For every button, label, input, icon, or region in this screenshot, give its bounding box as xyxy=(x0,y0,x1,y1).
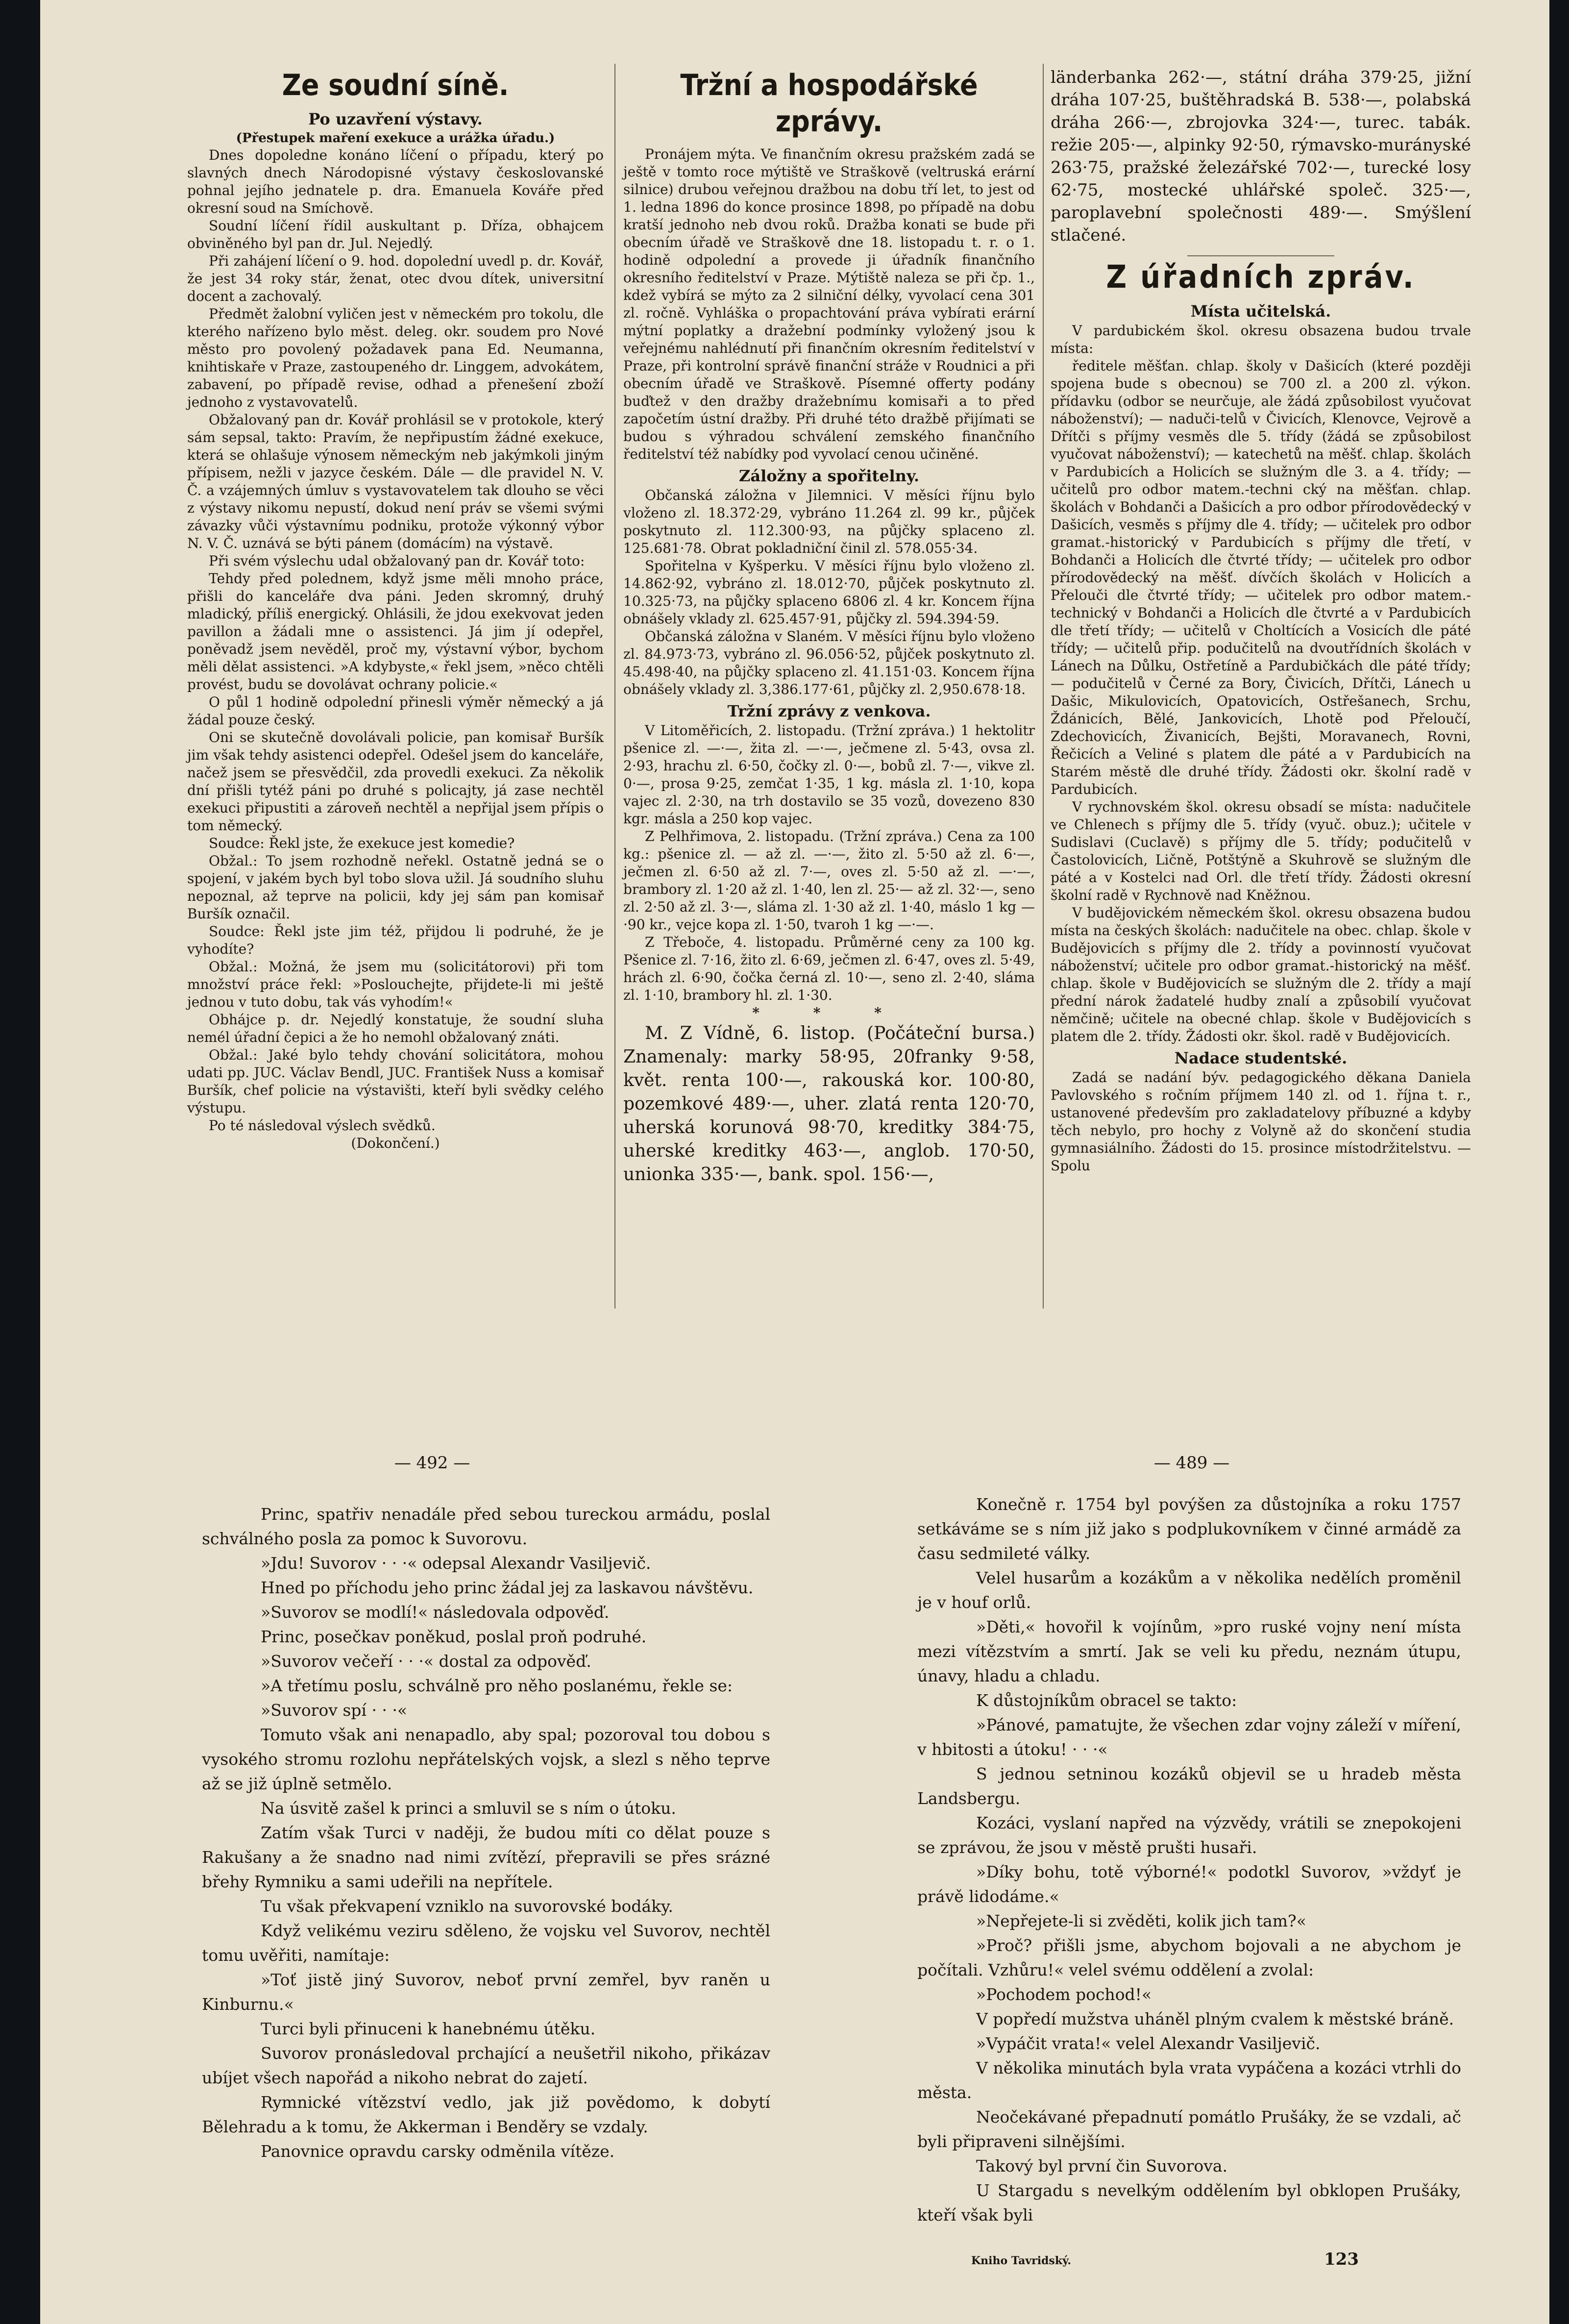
official-paragraph: V pardubickém škol. okresu obsazena budou trvale místa: xyxy=(1051,322,1471,356)
bourse-continuation: länderbanka 262·—, státní dráha 379·25, jižní dráha 107·25, buštěhradská B. 538·—, polabská dráha 266·—, zbrojovka 324·—, turec. tabák. režie 205·—, alpinky 92·50, rýmavsko-murányské 263·75, pražské železářské 702·—, turecké losy 62·75, mostecké uhlářské společ. 325·—, paroplavební společnosti 489·—. Smýšlení stlačené. xyxy=(1051,68,1471,245)
story-paragraph: »Díky bohu, totě výborné!« podotkl Suvorov, »vždyť je právě lidodáme.« xyxy=(917,1862,1461,1906)
savings-subheading: Záložny a spořitelny. xyxy=(738,467,919,485)
story-paragraph: Neočekávané přepadnutí pomátlo Prušáky, že se vzdali, ač byli připraveni silnějšími. xyxy=(917,2107,1461,2151)
story-paragraph: Princ, spatřiv nenadále před sebou tureckou armádu, poslal schválného posla za pomoc k Suvorovu. xyxy=(202,1505,770,1548)
scholarship-paragraph: Zadá se nadání býv. pedagogického děkana Daniela Pavlovského s ročním příjmem 140 zl. od 1. října t. r., ustanovené především pro zakladatelovy příbuzné a kdyby těch nebylo, pro hochy z Volyně až do skončení studia gymnasiálního. Žádosti do 15. prosince místodržitelstvu. — Spolu xyxy=(1051,1069,1471,1174)
teacher-posts-subheading: Místa učitelská. xyxy=(1190,302,1331,321)
court-paragraph: Po té následoval výslech svědků. xyxy=(209,1117,436,1134)
court-paragraph: Obžalovaný pan dr. Kovář prohlásil se v protokole, který sám sepsal, takto: Pravím, že nepřipustím žádné exekuce, která se ohlašuje výnosem německým neb jakýmkoli jiným přípisem, nežli v jazyce českém. Dále — dle pravidel N. V. Č. a vzájemných úmluv s vystavovatelem tak dlouho se věci z výstavy nikomu nepustí, dokud není práv se všemi svými závazky vůči výstavnímu podniku, protože výkonný výbor N. V. Č. uznává se býti pánem (domácím) na výstavě. xyxy=(187,412,604,551)
story-paragraph: Na úsvitě zašel k princi a smluvil se s ním o útoku. xyxy=(261,1799,676,1818)
story-paragraph: »Suvorov se modlí!« následovala odpověď. xyxy=(261,1603,610,1622)
country-market-paragraph: Z Pelhřimova, 2. listopadu. (Tržní zpráva.) Cena za 100 kg.: pšenice zl. — až zl. —·—, žito zl. 5·50 až zl. 6·—, ječmen zl. 6·50 až zl. 7·—, oves zl. 5·50 až zl. —·—, brambory zl. 1·20 až zl. 1·40, len zl. 25·— až zl. 32·—, seno zl. 2·50 až zl. 3·—, sláma zl. 1·30 až zl. 1·40, máslo 1 kg —·90 kr., vejce kopa zl. 1·50, tvaroh 1 kg —·—. xyxy=(623,828,1035,933)
court-subheading: Po uzavření výstavy. xyxy=(308,110,483,128)
story-paragraph: »Nepřejete-li si zvěděti, kolik jich tam?« xyxy=(976,1911,1306,1930)
story-paragraph: Tomuto však ani nenapadlo, aby spal; pozoroval tou dobou s vysokého stromu rozlohu nepřátelských vojsk, a slezl s něho teprve až se již úplně setmělo. xyxy=(202,1725,770,1793)
country-market-subheading: Tržní zprávy z venkova. xyxy=(727,702,931,720)
story-paragraph: Konečně r. 1754 byl povýšen za důstojníka a roku 1757 setkáváme se s ním již jako s podplukovníkem v činné armádě za času sedmileté války. xyxy=(917,1495,1461,1563)
column-divider xyxy=(614,64,615,1309)
court-paragraph: Tehdy před polednem, když jsme měli mnoho práce, přišli do kanceláře dva páni. Jeden skromný, druhý mladický, příliš energický. Ohlásili, že jdou exekvovat jeden pavillon a žádali mne o assistenci. Já jim jí odepřel, poněvadž jsem nevěděl, proč my, výstavní výbor, bychom měli dělat assistenci. »A kdybyste,« řekl jsem, »něco chtěli provést, budu se dovolávat ochrany policie.« xyxy=(187,570,604,692)
court-paragraph: Obžal.: To jsem rozhodně neřekl. Ostatně jedná se o spojení, v jakém bych byl tobo slova užil. Já soudního sluhu nepoznal, až teprve na policii, kdy jej sám pan komisař Buršík označil. xyxy=(187,853,604,922)
story-paragraph: »Suvorov spí · · ·« xyxy=(261,1701,408,1720)
story-paragraph: V popředí mužstva uháněl plným cvalem k městské bráně. xyxy=(976,2009,1454,2028)
court-paragraph: Oni se skutečně dovolávali policie, pan komisař Buršík jim však tehdy asistenci odepřel. Odešel jsem do kanceláře, načež jsem se přesvědčil, zda provedli exekuci. Za několik dní přišli tytéž páni po druhé s policajty, já zase nechtěl exekuci připustiti a zároveň nechtěl a nepřijal jsem přípis o tom německý. xyxy=(187,729,604,834)
scholarships-subheading: Nadace studentské. xyxy=(1174,1049,1348,1067)
story-paragraph: »Toť jistě jiný Suvorov, neboť první zemřel, byv raněn u Kinburnu.« xyxy=(202,1970,770,2014)
publisher-imprint: Kniho Tavridský. xyxy=(971,2254,1071,2267)
official-paragraph: V budějovickém německém škol. okresu obsazena budou místa na českých školách: nadučitele na obec. chlap. škole v Budějovicích s příjmy dle 2. třídy a povinností vyučovat náboženství; učitele pro odbor gramat.-historický na měšť. chlap. škole v Budějovicích se služným dle 2. třídy a mají přední nárok žadatelé hudby znalí a způsobilí vyučovat němčině; učitele na obecné chlap. škole v Budějovicích s platem dle 2. třídy. Žádosti okr. škol. radě v Budějovicích. xyxy=(1051,905,1471,1044)
story-paragraph: K důstojníkům obracel se takto: xyxy=(976,1691,1237,1710)
court-paragraph: Obžal.: Možná, že jsem mu (solicitátorovi) při tom množství práce řekl: »Poslouchejte, přijdete-li mi ještě jednou v tuto dobu, tak vás vyhodím!« xyxy=(187,959,604,1010)
story-paragraph: Hned po příchodu jeho princ žádal jej za laskavou návštěvu. xyxy=(261,1578,754,1597)
book-page-left xyxy=(202,1502,770,2164)
story-paragraph: Zatím však Turci v naději, že budou míti co dělat pouze s Rakušany a že snadno nad nimi zvítězí, přepravili se přes srázné břehy Rymniku a sami udeřili na nepřítele. xyxy=(202,1823,770,1891)
court-paragraph: Při svém výslechu udal obžalovaný pan dr. Kovář toto: xyxy=(209,553,585,569)
story-paragraph: »Proč? přišli jsme, abychom bojovali a ne abychom je počítali. Vzhůru!« velel svému oddělení a zvolal: xyxy=(917,1936,1461,1979)
court-paragraph: Obžal.: Jaké bylo tehdy chování solicitátora, mohou udati pp. JUC. Václav Bendl, JUC. František Nuss a komisař Buršík, chef policie na výstavišti, kteří byli svědky celého výstupu. xyxy=(187,1047,604,1116)
page-number-right: — 489 — xyxy=(1153,1453,1230,1473)
official-paragraph: V rychnovském škol. okresu obsadí se místa: nadučitele ve Chlenech s příjmy dle 5. třídy (vyuč. obuz.); učitele v Sudislavi (Cuclavě) s příjmy dle 5. třídy; podučitelů v Častolovicích, Ličně, Potštýně a Skuhrově se služným dle páté a v Kostelci nad Orl. dle třetí třídy. Žádosti okresní školní radě v Rychnově nad Kněžnou. xyxy=(1051,799,1471,903)
story-paragraph: V několika minutách byla vrata vypáčena a kozáci vtrhli do města. xyxy=(917,2058,1461,2102)
column-court xyxy=(187,66,604,1152)
court-paragraph: O půl 1 hodině odpolední přinesli výměr německý a já žádal pouze český. xyxy=(187,694,604,728)
official-heading: Z úřadních zpráv. xyxy=(1106,259,1416,296)
story-paragraph: »Pochodem pochod!« xyxy=(976,1985,1152,2004)
court-continued: (Dokončení.) xyxy=(351,1135,440,1151)
story-paragraph: U Stargadu s nevelkým oddělením byl obklopen Prušáky, kteří však byli xyxy=(917,2181,1461,2225)
story-paragraph: Rymnické vítězství vedlo, jak již povědomo, k dobytí Bělehradu a k tomu, že Akkerman i Benděry se vzdaly. xyxy=(202,2093,770,2136)
court-paragraph: Předmět žalobní vyličen jest v německém pro tokolu, dle kterého nařízeno bylo měst. deleg. okr. soudem pro Nové město pro povolený požadavek pana Ed. Neumanna, knihtiskaře v Praze, zastoupeného dr. Linggem, advokátem, zabavení, po případě revise, odhad a přenešení zboží jednoho z vystavovatelů. xyxy=(187,306,604,410)
story-paragraph: Velel husarům a kozákům a v několika nedělích proměnil je v houf orlů. xyxy=(917,1568,1461,1612)
savings-paragraph: Občanská záložna v Jilemnici. V měsíci říjnu bylo vloženo zl. 18.372·29, vybráno 11.264 zl. 99 kr., půjček poskytnuto zl. 112.300·93, na půjčky splaceno zl. 125.681·78. Obrat pokladniční činil zl. 578.055·34. xyxy=(623,487,1035,556)
story-paragraph: Suvorov pronásledoval prchající a neušetřil nikoho, přikázav ubíjet všech napořád a nikoho nebrat do zajetí. xyxy=(202,2044,770,2087)
market-paragraph: Pronájem mýta. Ve finančním okresu pražském zadá se ještě v tomto roce mýtiště ve Straškově (veltruská erární silnice) drubou veřejnou dražbou na dobu tří let, to jest od 1. ledna 1896 do konce prosince 1898, po případě na dobu kratší jednoho neb dvou roků. Dražba konati se bude při obecním úřadě ve Straškově dne 18. listopadu t. r. o 1. hodině odpolední a provede ji úřadník finančního okresního ředitelství v Praze. Mýtiště naleza se při čp. 1., kdež vybírá se mýto za 2 silniční délky, vyvolací cena 301 zl. ročně. Vyhláška o propachtování práva vybírati erární mýtní poplatky a dražební podmínky vyložený jsou k veřejnému nahlédnutí při finančním okresním ředitelství v Praze, při kontrolní správě finanční stráže v Roudnici a při obecním úřadě ve Straškově. Písemné offerty podány buďtež v den dražby dražebnímu komisaři a to před započetím ústní dražby. Při druhé této dražbě přijímati se budou s výhradou schválení zemského finančního ředitelství též nabídky pod vyvolací cenou učiněné. xyxy=(623,146,1035,462)
court-paragraph: Soudce: Řekl jste jim též, přijdou li podruhé, že je vyhodíte? xyxy=(187,923,604,957)
market-heading: Tržní a hospodářské zprávy. xyxy=(680,68,978,139)
story-paragraph: Když velikému veziru sděleno, že vojsku vel Suvorov, nechtěl tomu uvěřiti, namítaje: xyxy=(202,1921,770,1965)
story-paragraph: Turci byli přinuceni k hanebnému útěku. xyxy=(261,2019,596,2038)
court-paragraph: Soudce: Řekl jste, že exekuce jest komedie? xyxy=(209,835,515,851)
court-paragraph: Dnes dopoledne konáno líčení o případu, který po slavných dnech Národopisné výstavy českoslovanské pohnal jejího jednatele p. dra. Emanuela Kováře před okresní soud na Smíchově. xyxy=(187,147,604,216)
savings-paragraph: Spořitelna v Kyšperku. V měsíci říjnu bylo vloženo zl. 14.862·92, vybráno zl. 18.012·70, půjček poskytnuto zl. 10.325·73, na půjčky splaceno 6806 zl. 4 kr. Koncem října obnášely vklady zl. 625.457·91, půjčky zl. 594.394·59. xyxy=(623,558,1035,627)
section-stars: * * * xyxy=(752,1005,906,1021)
column-market xyxy=(623,66,1035,1187)
story-paragraph: Tu však překvapení vzniklo na suvorovské bodáky. xyxy=(261,1897,673,1916)
story-paragraph: S jednou setninou kozáků objevil se u hradeb města Landsbergu. xyxy=(917,1764,1461,1808)
column-official xyxy=(1051,66,1471,1175)
section-rule xyxy=(1187,255,1334,256)
court-subtitle: (Přestupek maření exekuce a urážka úřadu.) xyxy=(236,131,555,146)
story-paragraph: Princ, posečkav poněkud, poslal proň podruhé. xyxy=(261,1627,647,1646)
story-paragraph: »Děti,« hovořil k vojínům, »pro ruské vojny není místa mezi vítězstvím a smrtí. Jak se veli ku předu, neznám útupu, únavy, hladu a chladu. xyxy=(917,1617,1461,1685)
story-paragraph: »Pánové, pamatujte, že všechen zdar vojny záleží v míření, v hbitosti a útoku! · · ·« xyxy=(917,1715,1461,1759)
folio-number: 123 xyxy=(1324,2250,1359,2269)
savings-paragraph: Občanská záložna v Slaném. V měsíci říjnu bylo vloženo zl. 84.973·73, vybráno zl. 96.056·52, půjček poskytnuto zl. 45.498·40, na půjčky splaceno zl. 41.151·03. Koncem října obnášely vklady zl. 3,386.177·61, půjčky zl. 2,950.678·18. xyxy=(623,628,1035,697)
story-paragraph: Panovnice opravdu carsky odměnila vítěze. xyxy=(261,2142,615,2161)
country-market-paragraph: Z Třeboče, 4. listopadu. Průměrné ceny za 100 kg. Pšenice zl. 7·16, žito zl. 6·69, ječmen zl. 6·47, oves zl. 5·49, hrách zl. 6·90, čočka černá zl. 10·—, seno zl. 2·40, sláma zl. 1·10, brambory hl. zl. 1·30. xyxy=(623,934,1035,1003)
column-divider xyxy=(1043,64,1044,1309)
story-paragraph: »Vypáčit vrata!« velel Alexandr Vasiljevič. xyxy=(976,2034,1321,2053)
court-paragraph: Soudní líčení řídil auskultant p. Dříza, obhajcem obviněného byl pan dr. Jul. Nejedlý. xyxy=(187,218,604,251)
newspaper-page xyxy=(40,0,1549,2324)
court-paragraph: Obhájce p. dr. Nejedlý konstatuje, že soudní sluha nemél úřadní čepici a že ho nemohl obžalovaný znáti. xyxy=(187,1012,604,1045)
country-market-paragraph: V Litoměřicích, 2. listopadu. (Tržní zpráva.) 1 hektolitr pšenice zl. —·—, žita zl. —·—, ječmene zl. 5·43, ovsa zl. 2·93, hrachu zl. 6·50, čočky zl. 0·—, bobů zl. 7·—, vikve zl. 0·—, prosa 9·25, zemčat 1·35, 1 kg. másla zl. 1·10, kopa vajec zl. 2·30, na trh dostavilo se 35 vozů, dovezeno 830 kgr. másla a 250 kop vajec. xyxy=(623,722,1035,827)
story-paragraph: Kozáci, vyslaní napřed na výzvědy, vrátili se znepokojeni se zprávou, že jsou v městě prušti husaři. xyxy=(917,1813,1461,1857)
book-page-right xyxy=(917,1492,1461,2227)
court-heading: Ze soudní síně. xyxy=(282,68,509,102)
story-paragraph: »A třetímu poslu, schválně pro něho poslanému, řekle se: xyxy=(261,1676,733,1695)
page-number-left: — 492 — xyxy=(394,1453,470,1473)
story-paragraph: »Suvorov večeří · · ·« dostal za odpověď. xyxy=(261,1652,591,1671)
story-paragraph: Takový byl první čin Suvorova. xyxy=(976,2156,1228,2176)
story-paragraph: »Jdu! Suvorov · · ·« odepsal Alexandr Vasiljevič. xyxy=(261,1554,651,1573)
vienna-bourse-paragraph: M. Z Vídně, 6. listop. (Počáteční bursa.) Znamenaly: marky 58·95, 20franky 9·58, květ. renta 100·—, rakouská kor. 100·80, pozemkové 489·—, uher. zlatá renta 120·70, uherská korunová 98·70, kreditky 384·75, uherské kreditky 463·—, anglob. 170·50, unionka 335·—, bank. spol. 156·—, xyxy=(623,1023,1035,1185)
official-paragraph: ředitele měšťan. chlap. školy v Dašicích (které později spojena bude s obecnou) se 700 zl. a 200 zl. výkon. přídavku (odbor se neurčuje, ale žádá způsobilost vyučovat náboženství); — naduči-telů v Čivicích, Klenovce, Vejrově a Dřítči s příjmy vesměs dle 5. třídy (žádá se způsobilost vyučovat náboženství); — katechetů na měšť. chlap. školách v Pardubicích a Holicích se služným dle 3. a 4. třídy; — učitelů pro odbor matem.-techni cký na měšťan. chlap. školách v Bohdanči a Dašicích a pro odbor přírodovědecký v Dašicích, vesměs s příjmy dle 4. třídy; — učitelek pro odbor gramat.-historický v Pardubicích s příjmy dle třetí, v Bohdanči a Holicích dle čtvrté třídy; — učitelek pro odbor přírodovědecký na měšť. dívčích školách v Holicích a Přelouči dle čtvrté třídy; — učitelek pro odbor matem.-technický v Bohdanči a Holicích dle čtvrté a v Pardubicích dle třetí třídy; — učitelů v Choltících a Vosicích dle páté třídy; — učitelů přip. podučitelů na dvoutřídních školách v Lánech na Důlku, Ostřetíně a Pardubičkách dle páté třídy; — podučitelů v Černé za Bory, Čivicích, Dřítči, Lánech u Dašic, Mikulovicích, Opatovicích, Ostřešanech, Srchu, Ždánicích, Bělé, Jankovicích, Lhotě pod Přeloučí, Zdechovicích, Živanicích, Bejšti, Moravanech, Rovni, Řečicích a Veliné s platem dle páté a v Pardubicích na Starém městě dle druhé třídy. Žádosti okr. školní radě v Pardubicích. xyxy=(1051,358,1471,797)
court-paragraph: Při zahájení líčení o 9. hod. dopolední uvedl p. dr. Kovář, že jest 34 roky stár, ženat, otec dvou dítek, universitní docent a zachovalý. xyxy=(187,253,604,304)
